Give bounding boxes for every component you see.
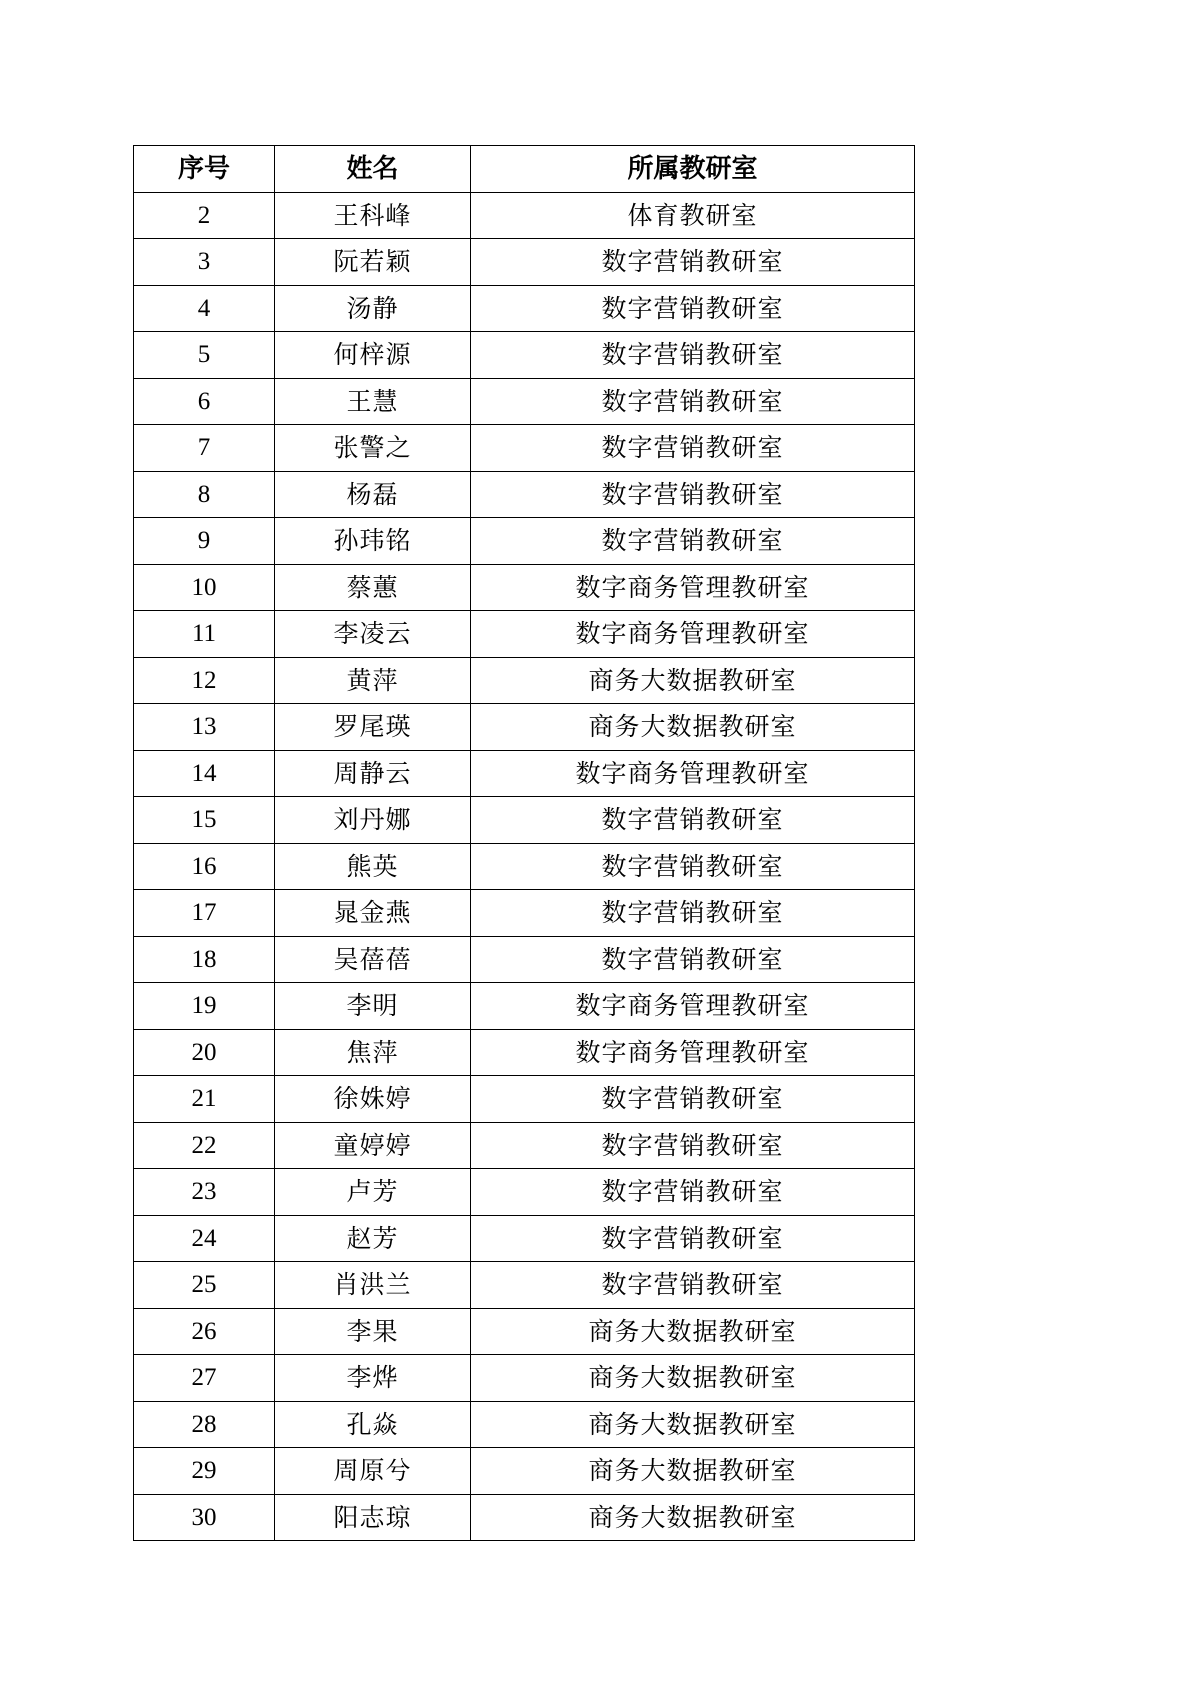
header-row	[134, 146, 915, 193]
cell-name: 吴蓓蓓	[275, 936, 471, 983]
cell-index: 26	[134, 1308, 275, 1355]
cell-index: 23	[134, 1169, 275, 1216]
table-row	[134, 797, 915, 844]
table-row	[134, 843, 915, 890]
cell-department: 数字营销教研室	[471, 378, 915, 425]
cell-index: 6	[134, 378, 275, 425]
table-row	[134, 890, 915, 937]
cell-index: 10	[134, 564, 275, 611]
table-row	[134, 1308, 915, 1355]
cell-index: 27	[134, 1355, 275, 1402]
table-row	[134, 1215, 915, 1262]
cell-name: 周原兮	[275, 1448, 471, 1495]
cell-department: 数字营销教研室	[471, 936, 915, 983]
cell-index: 28	[134, 1401, 275, 1448]
cell-department: 商务大数据教研室	[471, 1448, 915, 1495]
cell-name: 王科峰	[275, 192, 471, 239]
cell-department: 数字商务管理教研室	[471, 1029, 915, 1076]
table-body	[134, 192, 915, 1541]
cell-index: 17	[134, 890, 275, 937]
cell-index: 19	[134, 983, 275, 1030]
cell-department: 数字营销教研室	[471, 1262, 915, 1309]
cell-index: 24	[134, 1215, 275, 1262]
cell-name: 孔焱	[275, 1401, 471, 1448]
table-header	[134, 146, 915, 193]
cell-department: 数字商务管理教研室	[471, 983, 915, 1030]
table-row	[134, 611, 915, 658]
cell-name: 李果	[275, 1308, 471, 1355]
table-row	[134, 378, 915, 425]
cell-department: 数字商务管理教研室	[471, 750, 915, 797]
cell-department: 数字营销教研室	[471, 1122, 915, 1169]
cell-index: 7	[134, 425, 275, 472]
cell-index: 4	[134, 285, 275, 332]
cell-index: 11	[134, 611, 275, 658]
cell-index: 25	[134, 1262, 275, 1309]
cell-name: 阮若颖	[275, 239, 471, 286]
cell-department: 体育教研室	[471, 192, 915, 239]
cell-index: 21	[134, 1076, 275, 1123]
cell-name: 何梓源	[275, 332, 471, 379]
cell-department: 数字营销教研室	[471, 425, 915, 472]
cell-name: 童婷婷	[275, 1122, 471, 1169]
table-row	[134, 1401, 915, 1448]
cell-index: 22	[134, 1122, 275, 1169]
table-row	[134, 239, 915, 286]
cell-name: 蔡蕙	[275, 564, 471, 611]
cell-department: 数字营销教研室	[471, 285, 915, 332]
cell-index: 30	[134, 1494, 275, 1541]
cell-department: 数字营销教研室	[471, 843, 915, 890]
table-row	[134, 471, 915, 518]
cell-name: 孙玮铭	[275, 518, 471, 565]
table-row	[134, 936, 915, 983]
cell-index: 12	[134, 657, 275, 704]
cell-name: 罗尾瑛	[275, 704, 471, 751]
cell-name: 焦萍	[275, 1029, 471, 1076]
cell-name: 徐姝婷	[275, 1076, 471, 1123]
cell-index: 20	[134, 1029, 275, 1076]
cell-index: 2	[134, 192, 275, 239]
cell-department: 数字营销教研室	[471, 332, 915, 379]
cell-department: 数字营销教研室	[471, 890, 915, 937]
cell-name: 晁金燕	[275, 890, 471, 937]
table-row	[134, 1076, 915, 1123]
cell-name: 李凌云	[275, 611, 471, 658]
table-row	[134, 704, 915, 751]
table-row	[134, 1448, 915, 1495]
cell-department: 商务大数据教研室	[471, 657, 915, 704]
cell-name: 刘丹娜	[275, 797, 471, 844]
table-row	[134, 750, 915, 797]
header-name: 姓名	[275, 146, 471, 193]
cell-index: 9	[134, 518, 275, 565]
cell-department: 数字营销教研室	[471, 239, 915, 286]
table-row	[134, 332, 915, 379]
table-row	[134, 1355, 915, 1402]
cell-index: 3	[134, 239, 275, 286]
cell-name: 李明	[275, 983, 471, 1030]
cell-index: 29	[134, 1448, 275, 1495]
cell-index: 13	[134, 704, 275, 751]
cell-index: 16	[134, 843, 275, 890]
table-row	[134, 285, 915, 332]
cell-department: 数字营销教研室	[471, 1076, 915, 1123]
cell-index: 15	[134, 797, 275, 844]
table-row	[134, 657, 915, 704]
cell-name: 卢芳	[275, 1169, 471, 1216]
cell-index: 14	[134, 750, 275, 797]
table-row	[134, 1029, 915, 1076]
cell-department: 数字商务管理教研室	[471, 564, 915, 611]
cell-index: 5	[134, 332, 275, 379]
cell-department: 商务大数据教研室	[471, 1355, 915, 1402]
cell-name: 汤静	[275, 285, 471, 332]
table-row	[134, 518, 915, 565]
cell-name: 熊英	[275, 843, 471, 890]
cell-index: 18	[134, 936, 275, 983]
cell-department: 商务大数据教研室	[471, 704, 915, 751]
header-index: 序号	[134, 146, 275, 193]
cell-name: 肖洪兰	[275, 1262, 471, 1309]
cell-name: 王慧	[275, 378, 471, 425]
cell-department: 数字营销教研室	[471, 518, 915, 565]
table-row	[134, 192, 915, 239]
cell-department: 数字营销教研室	[471, 471, 915, 518]
header-department: 所属教研室	[471, 146, 915, 193]
cell-name: 赵芳	[275, 1215, 471, 1262]
cell-name: 阳志琼	[275, 1494, 471, 1541]
table-row	[134, 425, 915, 472]
cell-name: 杨磊	[275, 471, 471, 518]
table-row	[134, 564, 915, 611]
cell-name: 周静云	[275, 750, 471, 797]
table-row	[134, 1262, 915, 1309]
cell-department: 数字营销教研室	[471, 797, 915, 844]
cell-department: 数字营销教研室	[471, 1215, 915, 1262]
cell-index: 8	[134, 471, 275, 518]
cell-department: 商务大数据教研室	[471, 1401, 915, 1448]
table-row	[134, 1169, 915, 1216]
table-row	[134, 1122, 915, 1169]
cell-name: 黄萍	[275, 657, 471, 704]
cell-name: 李烨	[275, 1355, 471, 1402]
cell-department: 商务大数据教研室	[471, 1494, 915, 1541]
cell-name: 张警之	[275, 425, 471, 472]
table-row	[134, 983, 915, 1030]
cell-department: 数字商务管理教研室	[471, 611, 915, 658]
table-row	[134, 1494, 915, 1541]
roster-table	[133, 145, 915, 1541]
cell-department: 数字营销教研室	[471, 1169, 915, 1216]
cell-department: 商务大数据教研室	[471, 1308, 915, 1355]
